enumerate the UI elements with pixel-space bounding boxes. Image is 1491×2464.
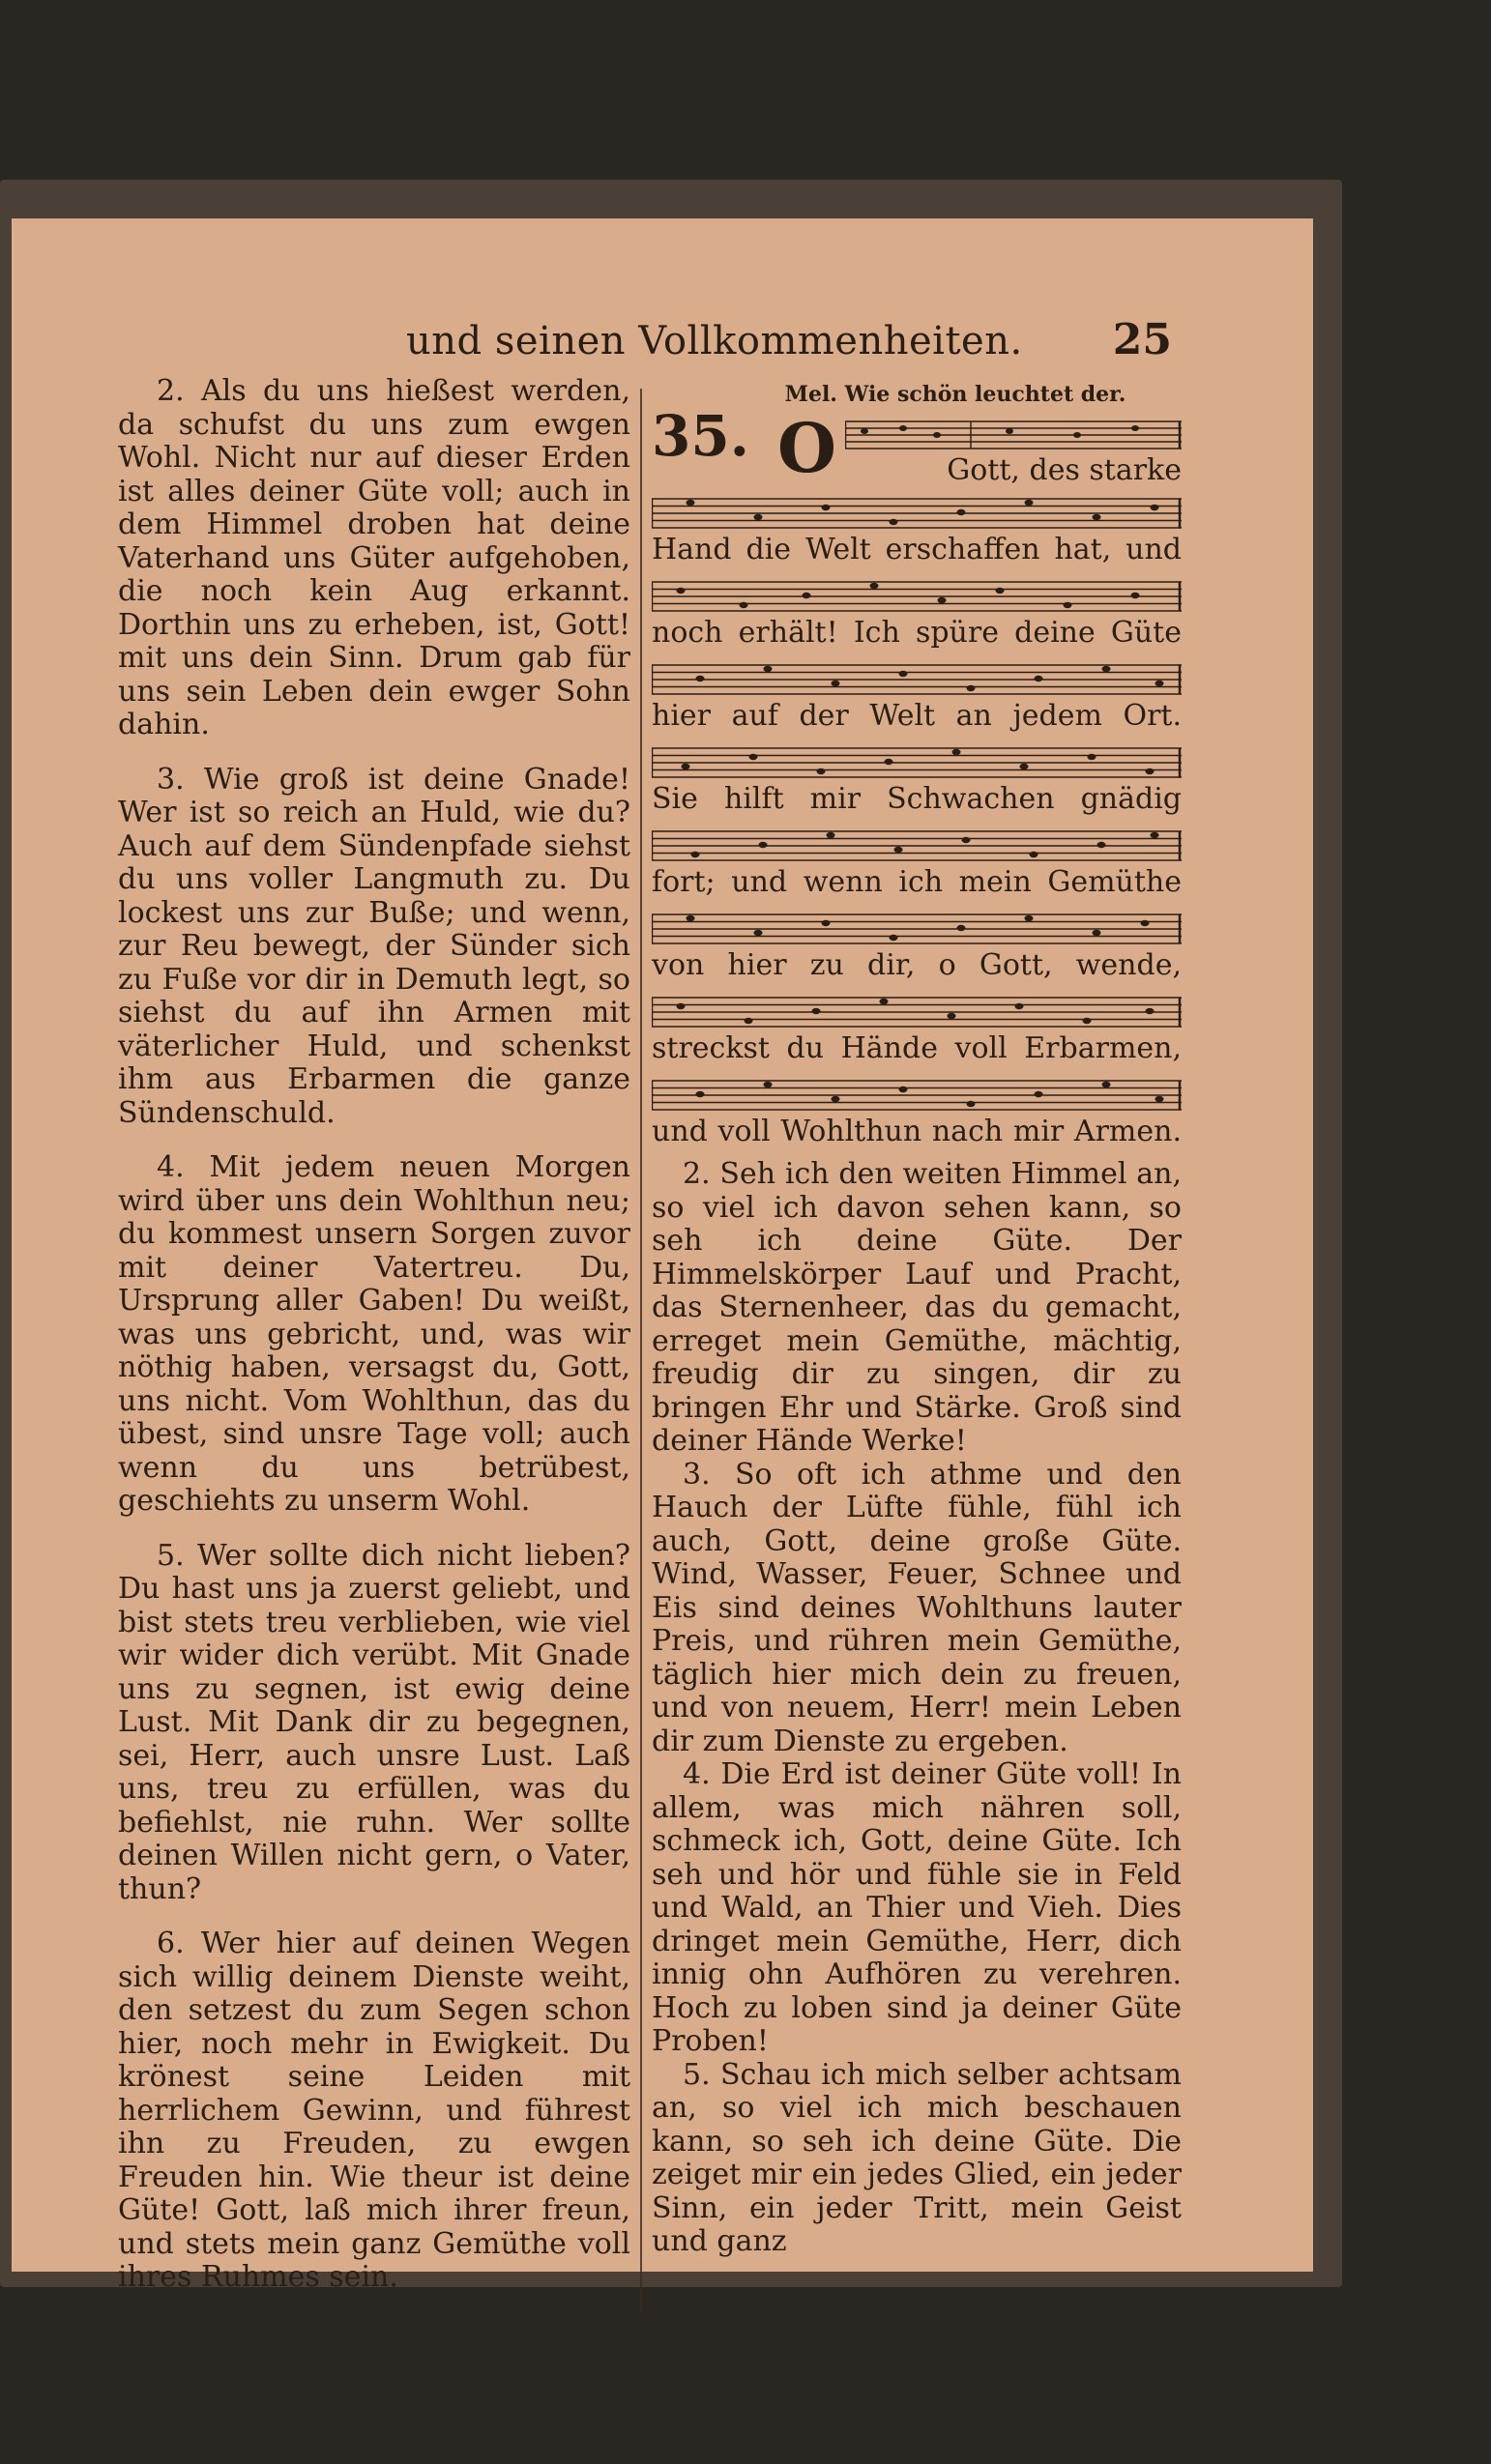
music-note (677, 588, 686, 594)
music-note (1155, 1096, 1164, 1102)
music-note (1146, 1008, 1155, 1014)
music-note (1025, 500, 1034, 506)
hymn-initial: O (777, 408, 836, 488)
music-staff (652, 826, 1182, 868)
music-note (754, 514, 763, 520)
music-system (652, 493, 1182, 1158)
hymn-verse-3: 3. So oft ich athme und den Hauch der Lüfte fühle, fühl ich auch, Gott, deine große Güte. Wind, Wasser, Feuer, Schnee und Eis sind deines Wohlthuns lauter Preis, und rühren mein Gemüthe, täglich hier mich dein zu freuen, und von neuem, Herr! mein Leben dir zum Dienste zu ergeben. (652, 1457, 1182, 1758)
music-note (1131, 593, 1140, 598)
hymn-number: 35. (652, 403, 749, 469)
music-note (1093, 514, 1101, 520)
music-line (652, 1075, 1182, 1158)
music-note (967, 685, 976, 691)
music-note (1088, 754, 1096, 760)
music-note (1083, 1018, 1092, 1024)
music-note (687, 500, 695, 506)
music-note (952, 749, 961, 755)
music-staff (652, 992, 1182, 1034)
music-note (1020, 764, 1029, 769)
music-note (1102, 1082, 1111, 1087)
music-staff (652, 493, 1182, 536)
hymn-lyric-line: Sie hilft mir Schwachen gnädig (652, 782, 1182, 816)
music-note (1155, 681, 1164, 686)
music-note (822, 920, 831, 926)
music-note (696, 676, 705, 681)
music-note (870, 583, 879, 589)
music-note (880, 999, 889, 1004)
music-note (687, 915, 695, 921)
music-note (764, 1082, 773, 1087)
music-line (652, 826, 1182, 909)
music-note (691, 852, 700, 857)
music-staff (652, 576, 1182, 619)
music-note (817, 768, 826, 774)
running-head: und seinen Vollkommenheiten. (406, 319, 1023, 363)
stanza-4: 4. Mit jedem neuen Morgen wird über uns dein Wohlthun neu; du kommest unsern Sorgen zuvor mit deiner Vatertreu. Du, Ursprung aller Gaben! Du weißt, was uns gebricht, und, was wir nöthig haben, versagst du, Gott, uns nicht. Vom Wohlthun, das du übest, sind unsre Tage voll; auch wenn du uns betrübest, geschiehts zu unserm Wohl. (118, 1150, 630, 1518)
music-note (832, 681, 840, 686)
music-note (1035, 1091, 1043, 1097)
music-note (1064, 602, 1072, 608)
music-note (899, 1087, 908, 1092)
music-note (764, 666, 773, 672)
music-note (822, 505, 831, 510)
hymn-verse-4: 4. Die Erd ist deiner Güte voll! In allem, was mich nähren soll, schmeck ich, Gott, deine Güte. Ich seh und hör und fühle sie in Feld und Wald, an Thier und Vieh. Dies dringet mein Gemüthe, Herr, dich innig ohn Aufhören zu verehren. Hoch zu loben sind ja deiner Güte Proben! (652, 1757, 1182, 2058)
music-staff (652, 1075, 1182, 1117)
hymn-verse-5: 5. Schau ich mich selber achtsam an, so viel ich mich beschauen kann, so seh ich deine Güte. Die zeiget mir ein jedes Glied, ein jeder Sinn, ein jeder Tritt, mein Geist und ganz (652, 2057, 1182, 2258)
hymn-lyric-line: fort; und wenn ich mein Gemüthe (652, 865, 1182, 899)
music-line (652, 659, 1182, 742)
hymn-lyric-line: und voll Wohlthun nach mir Armen. (652, 1115, 1182, 1148)
music-note (938, 597, 947, 603)
music-note (885, 759, 893, 765)
music-note (894, 847, 903, 853)
music-note (890, 519, 898, 525)
music-note (1151, 832, 1159, 838)
music-note (1035, 676, 1043, 681)
music-note (759, 842, 768, 848)
music-note (1093, 930, 1101, 936)
music-note (754, 930, 763, 936)
hymn-lyric-line: Hand die Welt erschaffen hat, und (652, 533, 1182, 566)
hymn-lyric-line: noch erhält! Ich spüre deine Güte (652, 616, 1182, 650)
music-note (957, 509, 966, 515)
music-staff-first (845, 418, 1182, 454)
music-note (890, 935, 898, 941)
hymn-heading (652, 403, 1182, 493)
music-line (652, 992, 1182, 1075)
music-note (962, 837, 971, 843)
music-note (682, 764, 690, 769)
music-note (1030, 852, 1038, 857)
stanza-6: 6. Wer hier auf deinen Wegen sich willig deinem Dienste weiht, den setzest du zum Segen schon hier, noch mehr in Ewigkeit. Du krönest seine Leiden mit herrlichem Gewinn, und führest ihn zu Freuden, zu ewgen Freuden hin. Wie theur ist deine Güte! Gott, laß mich ihrer freun, und stets mein ganz Gemüthe voll ihres Ruhmes sein. (118, 1927, 630, 2294)
music-note (948, 1013, 956, 1019)
music-staff (652, 659, 1182, 702)
music-staff (652, 742, 1182, 785)
music-staff (652, 909, 1182, 951)
hymn-verse-2: 2. Seh ich den weiten Himmel an, so viel ich davon sehen kann, so seh ich deine Güte. Der Himmelskörper Lauf und Pracht, das Sternenheer, das du gemacht, erreget mein Gemüthe, mächtig, freudig dir zu singen, dir zu bringen Ehr und Stärke. Groß sind deiner Hände Werke! (652, 1157, 1182, 1458)
music-note (827, 832, 835, 838)
hymn-lyric-line: von hier zu dir, o Gott, wende, (652, 948, 1182, 982)
right-column (652, 375, 1182, 2259)
music-note (740, 602, 748, 608)
music-line (652, 576, 1182, 659)
page-header (12, 315, 1313, 373)
music-note (899, 671, 908, 677)
music-line (652, 493, 1182, 576)
music-note (832, 1096, 840, 1102)
music-note (1151, 505, 1159, 510)
music-note (1146, 768, 1155, 774)
music-line (652, 742, 1182, 826)
music-note (1141, 920, 1150, 926)
book-page (12, 218, 1313, 2294)
stanza-2: 2. Als du uns hießest werden, da schufst du uns zum ewgen Wohl. Nicht nur auf dieser Erden ist alles deiner Güte voll; auch in dem Himmel droben hat deine Vaterhand uns Güter aufgehoben, die noch kein Aug erkannt. Dorthin uns zu erheben, ist, Gott! mit uns dein Sinn. Drum gab für uns sein Leben dein ewger Sohn dahin. (118, 374, 630, 741)
music-line (652, 909, 1182, 992)
music-note (812, 1008, 821, 1014)
hymn-first-lyric: Gott, des starke (947, 453, 1182, 487)
music-note (967, 1101, 976, 1107)
music-note (1102, 666, 1111, 672)
stanza-3: 3. Wie groß ist deine Gnade! Wer ist so reich an Huld, wie du? Auch auf dem Sündenpfade siehst du uns voller Langmuth zu. Du lockest uns zur Buße; und wenn, zur Reu bewegt, der Sünder sich zu Fuße vor dir in Demuth legt, so siehst du auf ihn Armen mit väterlicher Huld, und schenkst ihm aus Erbarmen die ganze Sündenschuld. (118, 762, 630, 1130)
music-note (996, 588, 1005, 594)
music-note (1097, 842, 1106, 848)
hymn-lyric-line: streckst du Hände voll Erbarmen, (652, 1031, 1182, 1065)
music-note (1015, 1003, 1024, 1009)
music-note (696, 1091, 705, 1097)
page-number: 25 (1112, 315, 1172, 364)
music-note (1025, 915, 1034, 921)
stanza-5: 5. Wer sollte dich nicht lieben? Du hast uns ja zuerst geliebt, und bist stets treu verblieben, wie viel wir wider dich verübt. Mit Gnade uns zu segnen, ist ewig deine Lust. Mit Dank dir zu begegnen, sei, Herr, auch unsre Lust. Laß uns, treu zu erfüllen, was du befiehlst, nie ruhn. Wer sollte deinen Willen nicht gern, o Vater, thun? (118, 1538, 630, 1906)
column-divider (640, 389, 642, 2312)
music-note (745, 1018, 753, 1024)
music-note (749, 754, 758, 760)
melody-reference: Mel. Wie schön leuchtet der. (784, 382, 1126, 407)
music-note (803, 593, 811, 598)
music-note (957, 925, 966, 931)
left-column (118, 375, 630, 2316)
music-note (677, 1003, 686, 1009)
hymn-lyric-line: hier auf der Welt an jedem Ort. (652, 699, 1182, 733)
